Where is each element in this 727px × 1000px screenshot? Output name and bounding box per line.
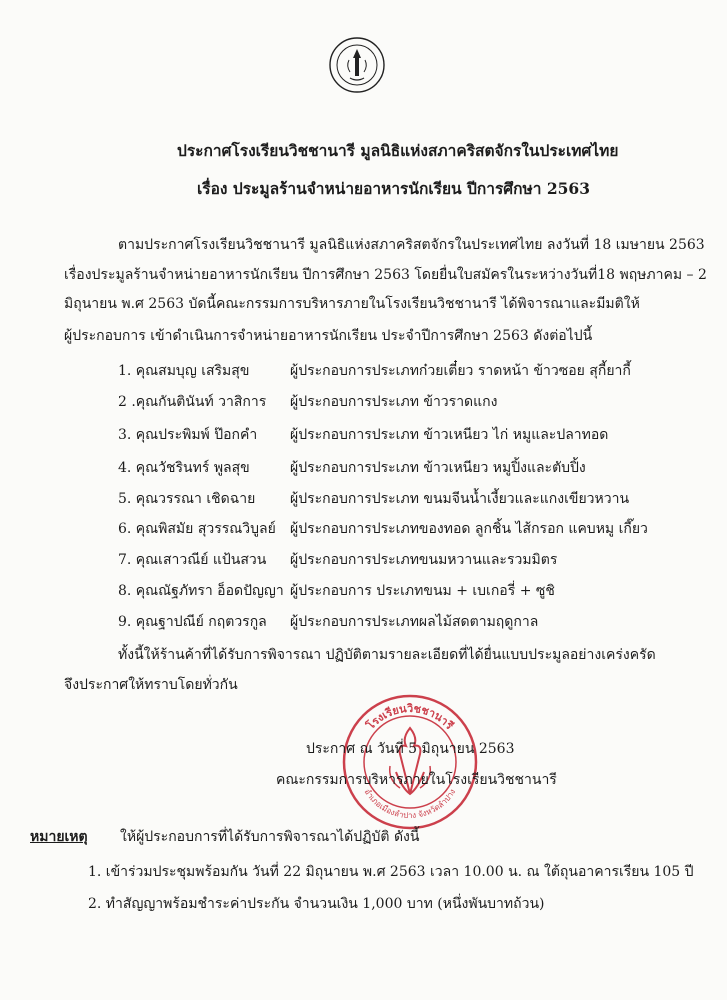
vendor-name: 5. คุณวรรณา เชิดฉาย — [118, 491, 256, 507]
vendor-name: 8. คุณณัฐภัทรา อ็อดปัญญา — [118, 583, 284, 599]
vendor-description: ผู้ประกอบการประเภทก๋วยเตี๋ยว ราดหน้า ข้าวซอย สุกี้ยากี้ — [290, 363, 631, 379]
vendor-description: ผู้ประกอบการประเภทผลไม้สดตามฤดูกาล — [290, 614, 539, 630]
announcement-title: ประกาศโรงเรียนวิชชานารี มูลนิธิแห่งสภาคริสตจักรในประเทศไทย — [177, 141, 619, 160]
vendor-description: ผู้ประกอบการประเภท ขนมจีนน้ำเงี้ยวและแกงเขียวหวาน — [290, 491, 630, 507]
closing-line: ทั้งนี้ให้ร้านค้าที่ได้รับการพิจารณา ปฏิบัติตามรายละเอียดที่ได้ยื่นแบบประมูลอย่างเคร่งครัด — [118, 647, 656, 663]
vendor-name: 2 .คุณกันตินันท์ วาสิการ — [118, 394, 267, 410]
stamp-text-bottom: อำเภอเมืองลำปาง จังหวัดลำปาง — [362, 787, 458, 821]
vendor-description: ผู้ประกอบการประเภทของทอด ลูกชิ้น ไส้กรอก แคบหมู เกี๊ยว — [290, 521, 648, 537]
vendor-description: ผู้ประกอบการประเภท ข้าวเหนียว หมูปิ้งและตับปิ้ง — [290, 460, 586, 476]
vendor-name: 4. คุณวัชรินทร์ พูลสุข — [118, 460, 250, 476]
vendor-name: 6. คุณพิสมัย สุวรรณวิบูลย์ — [118, 521, 276, 537]
signer-committee: คณะกรรมการบริหารภายในโรงเรียนวิชชานารี — [276, 772, 557, 788]
vendor-description: ผู้ประกอบการประเภท ข้าวเหนียว ไก่ หมูและปลาทอด — [290, 427, 609, 443]
note-item: 2. ทำสัญญาพร้อมชำระค่าประกัน จำนวนเงิน 1,000 บาท (หนึ่งพันบาทถ้วน) — [88, 896, 545, 912]
paragraph-line: ผู้ประกอบการ เข้าดำเนินการจำหน่ายอาหารนักเรียน ประจำปีการศึกษา 2563 ดังต่อไปนี้ — [64, 328, 593, 344]
vendor-name: 3. คุณประพิมพ์ ป๊อกคำ — [118, 427, 258, 443]
school-seal-logo — [328, 36, 386, 94]
announcement-subject: เรื่อง ประมูลร้านจำหน่ายอาหารนักเรียน ปีการศึกษา 2563 — [197, 179, 590, 198]
note-item: 1. เข้าร่วมประชุมพร้อมกัน วันที่ 22 มิถุนายน พ.ศ 2563 เวลา 10.00 น. ณ ใต้ถุนอาคารเรียน 105 ปี — [88, 864, 694, 880]
vendor-name: 1. คุณสมบุญ เสริมสุข — [118, 363, 250, 379]
school-red-stamp — [340, 692, 480, 832]
vendor-description: ผู้ประกอบการ ประเภทขนม + เบเกอรี่ + ซูชิ — [290, 583, 555, 599]
vendor-description: ผู้ประกอบการประเภทขนมหวานและรวมมิตร — [290, 552, 558, 568]
announcement-date: ประกาศ ณ วันที่ 5 มิถุนายน 2563 — [306, 741, 515, 757]
stamp-text-top: โรงเรียนวิชชานารี — [364, 702, 456, 733]
note-intro: ให้ผู้ประกอบการที่ได้รับการพิจารณาได้ปฏิบัติ ดังนี้ — [120, 829, 420, 845]
paragraph-line: เรื่องประมูลร้านจำหน่ายอาหารนักเรียน ปีการศึกษา 2563 โดยยื่นใบสมัครในระหว่างวันที่18 พฤษภาคม – 2 — [64, 267, 707, 283]
vendor-name: 7. คุณเสาวณีย์ แป้นสวน — [118, 552, 267, 568]
paragraph-line: มิถุนายน พ.ศ 2563 บัดนี้คณะกรรมการบริหารภายในโรงเรียนวิชชานารี ได้พิจารณาและมีมติให้ — [64, 296, 640, 312]
vendor-name: 9. คุณฐาปณีย์ กฤตวรกูล — [118, 614, 267, 630]
vendor-description: ผู้ประกอบการประเภท ข้าวราดแกง — [290, 394, 498, 410]
note-label: หมายเหตุ — [30, 829, 88, 845]
paragraph-line: ตามประกาศโรงเรียนวิชชานารี มูลนิธิแห่งสภาคริสตจักรในประเทศไทย ลงวันที่ 18 เมษายน 2563 — [118, 237, 705, 253]
closing-line: จึงประกาศให้ทราบโดยทั่วกัน — [64, 677, 238, 693]
